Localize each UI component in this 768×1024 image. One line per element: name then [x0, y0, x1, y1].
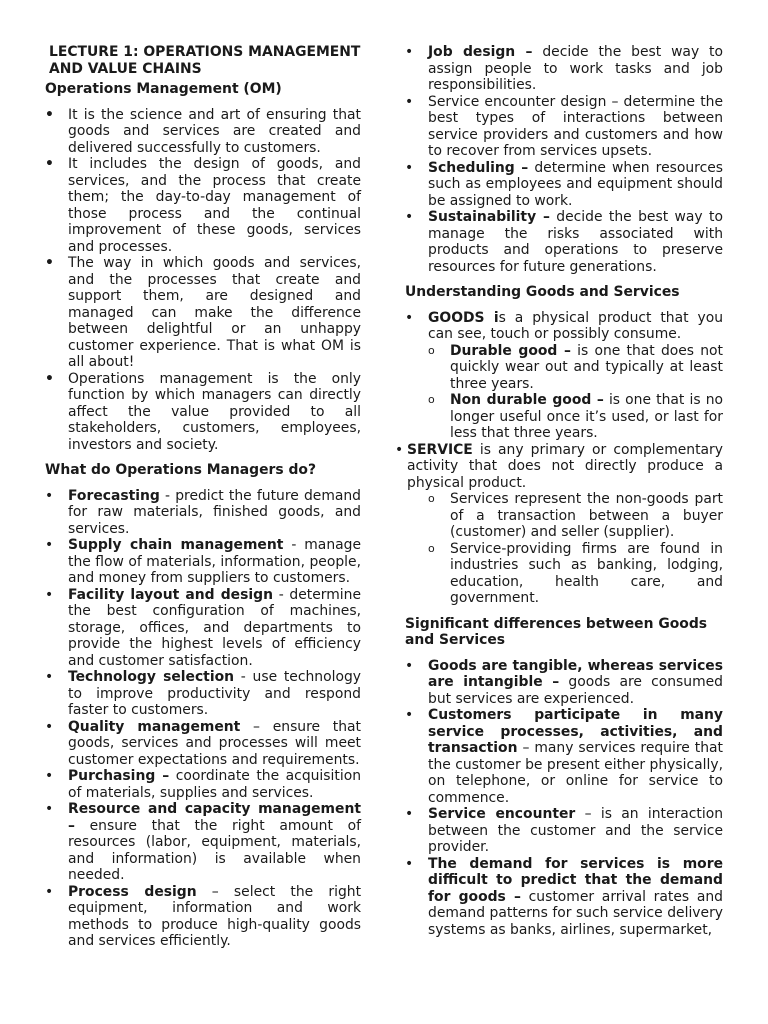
list-item: • GOODS is a physical product that you can see, touch or possibly consume.	[405, 309, 723, 342]
left-column	[45, 44, 361, 950]
bullet-icon: •	[45, 106, 54, 123]
list-item: o Services represent the non-goods part of a transaction between a buyer (customer) and seller (supplier).	[428, 491, 723, 540]
om-list	[45, 107, 361, 454]
bullet-icon: •	[395, 441, 404, 458]
list-item: o Service-providing firms are found in industries such as banking, lodging, education, health care, and government.	[428, 540, 723, 606]
bullet-icon: •	[45, 255, 54, 271]
list-item: • Technology selection - use technology to improve productivity and respond faster to customers.	[45, 669, 361, 718]
list-item: • Quality management – ensure that goods, services and processes will meet customer expectations and requirements.	[45, 718, 361, 768]
list-item: • Operations management is the only function by which managers can directly affect the value provided to all stakeholders, customers, employees, investors and society.	[45, 370, 361, 453]
list-item: • Sustainability – decide the best way to manage the risks associated with products and operations to preserve resources for future generations.	[405, 209, 723, 275]
list-item: o Durable good – is one that does not quickly wear out and typically at least three years.	[428, 342, 724, 392]
bullet-icon: •	[405, 309, 414, 326]
sub-bullet-icon: o	[428, 343, 435, 357]
bullet-icon: •	[45, 669, 54, 685]
bullet-icon: •	[405, 159, 414, 176]
service-list	[395, 441, 723, 492]
list-item: • The way in which goods and services, and the processes that create and support them, are designed and managed can make the difference between delightful or an unhappy customer experience. That is what OM is all about!	[45, 255, 361, 370]
bullet-icon: •	[45, 586, 54, 603]
list-item: o Non durable good – is one that is no longer useful once it’s used, or last for less that three years.	[428, 392, 723, 441]
goods-list	[405, 310, 723, 343]
sub-bullet-icon: o	[428, 541, 435, 555]
list-item: • Resource and capacity management – ensure that the right amount of resources (labor, equipment, materials, and information) is available when needed.	[45, 801, 361, 883]
list-item: • Job design – decide the best way to assign people to work tasks and job responsibilities.	[405, 44, 724, 93]
list-item: • Purchasing – coordinate the acquisition of materials, supplies and services.	[45, 768, 362, 801]
bullet-icon: •	[405, 93, 414, 110]
differences-list	[405, 658, 723, 939]
list-item: • It includes the design of goods, and services, and the process that create them; the day-to-day management of those process and the continual improvement of these goods, services and processes.	[45, 156, 361, 255]
goods-sublist	[428, 343, 723, 442]
goods-services-heading: Understanding Goods and Services	[405, 284, 680, 300]
bullet-icon: •	[45, 768, 54, 784]
list-item: • Goods are tangible, whereas services are intangible – goods are consumed but services are experienced.	[405, 657, 723, 707]
list-item: • Customers participate in many service processes, activities, and transaction – many services require that the customer be present either physically, on telephone, or online for service to commence.	[405, 707, 723, 806]
bullet-icon: •	[45, 487, 54, 504]
bullet-icon: •	[45, 883, 54, 900]
bullet-icon: •	[45, 537, 54, 553]
list-item: • Process design – select the right equipment, information and work methods to produce high-quality goods and services efficiently.	[45, 883, 362, 949]
bullet-icon: •	[405, 806, 414, 822]
managers-list-continued	[405, 44, 723, 275]
list-item: • SERVICE is any primary or complementary activity that does not directly produce a physical product.	[395, 441, 723, 491]
om-heading: Operations Management (OM)	[45, 81, 282, 97]
bullet-icon: •	[405, 657, 414, 674]
bullet-icon: •	[45, 370, 54, 387]
list-item: • Service encounter – is an interaction between the customer and the service provider.	[405, 806, 723, 855]
differences-heading: Significant differences between Goods and Services	[405, 615, 708, 648]
list-item: • Scheduling – determine when resources such as employees and equipment should be assigned to work.	[405, 159, 723, 209]
list-item: • Supply chain management - manage the flow of materials, information, people, and money from suppliers to customers.	[45, 537, 361, 586]
right-column	[395, 44, 724, 938]
list-item: • Facility layout and design - determine the best configuration of machines, storage, offices, and departments to provide the highest levels of efficiency and customer satisfaction.	[45, 586, 361, 669]
bullet-icon: •	[405, 855, 414, 872]
sub-bullet-icon: o	[428, 393, 435, 406]
bullet-icon: •	[405, 209, 414, 225]
bullet-icon: •	[45, 801, 54, 817]
bullet-icon: •	[405, 44, 414, 60]
list-item: • Forecasting - predict the future demand for raw materials, finished goods, and services.	[45, 487, 361, 537]
bullet-icon: •	[45, 718, 54, 735]
lecture-title: LECTURE 1: OPERATIONS MANAGEMENT AND VALUE CHAINS	[49, 44, 361, 77]
bullet-icon: •	[405, 707, 414, 723]
sub-bullet-icon: o	[428, 492, 435, 505]
list-item: • Service encounter design – determine the best types of interactions between service providers and customers and how to recover from services upsets.	[405, 93, 723, 159]
service-sublist	[428, 491, 723, 607]
managers-list	[45, 488, 361, 950]
list-item: • It is the science and art of ensuring that goods and services are created and delivered successfully to customers.	[45, 106, 361, 156]
managers-heading: What do Operations Managers do?	[45, 462, 317, 478]
bullet-icon: •	[45, 156, 54, 172]
list-item: • The demand for services is more difficult to predict that the demand for goods – customer arrival rates and demand patterns for such service delivery systems as banks, airlines, supermarket,	[405, 855, 723, 938]
